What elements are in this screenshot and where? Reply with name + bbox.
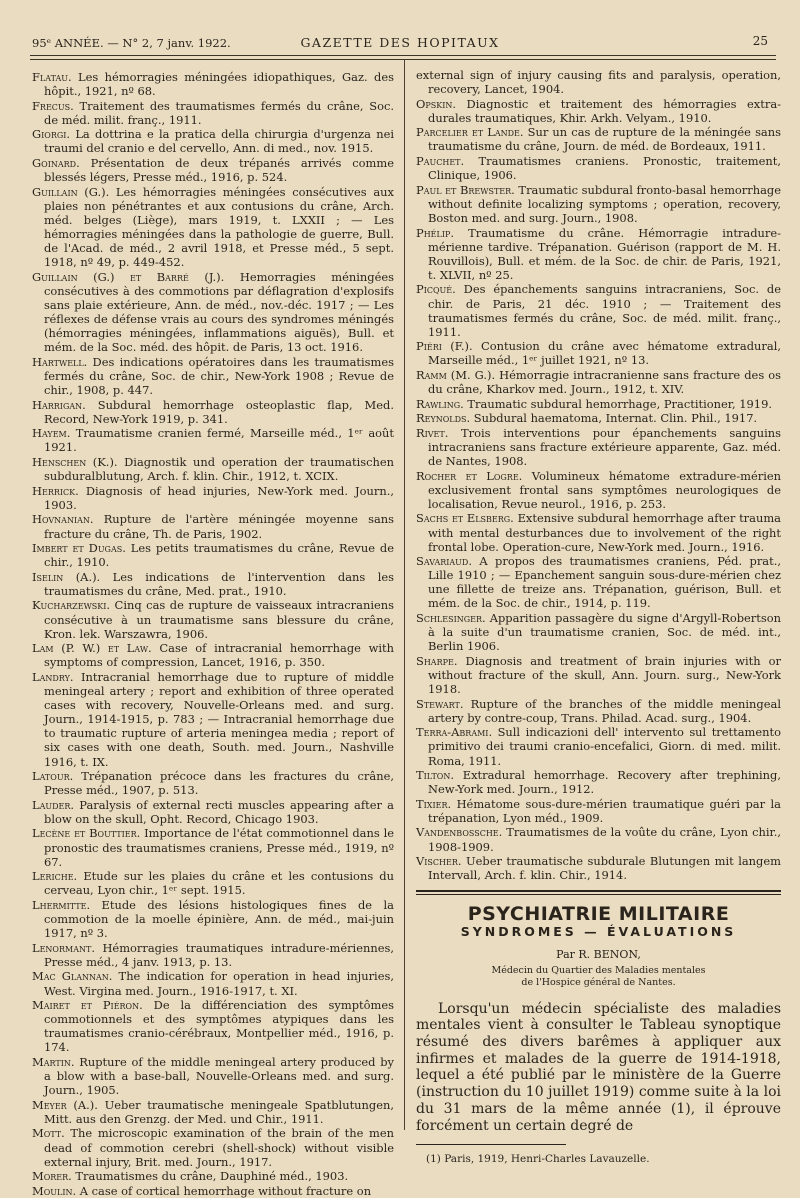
reference-text: Traumatismes craniens. Pronostic, traitement, Clinique, 1906. [428,154,781,183]
reference-entry [32,941,394,969]
right-column [416,68,781,1166]
reference-entry [32,1126,394,1168]
reference-author: Vandenbossche. [416,825,503,840]
column-divider [404,60,405,1130]
reference-author: Herrick. [32,483,79,498]
reference-text: Traitement des traumatismes fermés du crâne, Soc. de méd. milit. franç., 1911. [44,98,394,127]
reference-text: Hemorragies méningées consécutives à des commotions par déflagration d'explosifs sans plaie extérieure, Ann. de méd., nov.-déc. 1917 ; — Les réflexes de défense vrais au cours des syndromes méningés (hémorragies méningées, inflammations aiguës), Bull. et mém. de la Soc. méd. des hôpit. de Paris, 13 oct. 1916. [44,269,394,355]
reference-text: Hémorragies traumatiques intradure-mériennes, Presse méd., 4 janv. 1913, p. 13. [44,940,394,969]
reference-entry [32,826,394,868]
reference-entry [416,97,781,125]
reference-entry [32,998,394,1054]
reference-text: Subdural haematoma, Internat. Clin. Phil., 1917. [470,411,758,426]
reference-author: Stewart. [416,696,464,711]
reference-author: Schlesinger. [416,611,486,626]
article-byline: Par R. BENON, [556,947,641,961]
reference-entry [416,411,781,425]
reference-text: Diagnosis of head injuries, New-York med. Journ., 1903. [44,483,394,512]
reference-text: Case of intracranial hemorrhage with symptoms of compression, Lancet, 1916, p. 350. [44,641,395,670]
reference-text: Trois interventions pour épanchements sanguins intracraniens sans fracture extérieure apparente, Gaz. méd. de Nantes, 1908. [428,425,781,469]
reference-text: Rupture of the branches of the middle meningeal artery by contre-coup, Trans. Philad. Acad. surg., 1904. [428,696,781,725]
reference-author: Leriche. [32,869,78,884]
reference-author: Ramm (M. G.). [416,367,496,382]
reference-author: Harrigan. [32,397,86,412]
reference-author: Rivet. [416,425,449,440]
reference-author: Guillain (G.) et Barré (J.). [32,269,225,284]
reference-entry [32,898,394,940]
newspaper-title: GAZETTE DES HOPITAUX [300,35,500,50]
reference-author: Opskin. [416,96,457,111]
header-rule [30,55,776,56]
reference-entry [32,969,394,997]
reference-text: Sur un cas de rupture de la méningée sans traumatisme du crâne, Journ. de méd. de Bordeaux, 1911. [428,125,781,154]
reference-entry [32,1169,394,1183]
reference-entry [416,825,781,853]
reference-entry [416,611,781,653]
reference-text: Présentation de deux trépanés arrivés comme blessés légers, Presse méd., 1916, p. 524. [44,156,394,185]
reference-entry [32,541,394,569]
reference-text: Traumatisme du crâne. Hémorragie intradure-mérienne tardive. Trépanation. Guérison (rapport de M. H. Rouvillois), Bull. et mém. de la Soc. de chir. de Paris, 1921, t. XLVII, nº 25. [428,225,781,282]
reference-text: Extensive subdural hemorrhage after trauma with mental desturbances due to involvement of the right frontal lobe. Operation-cure, New-York med. Journ., 1916. [428,511,781,554]
reference-entry [32,355,394,397]
reference-text: Hématome sous-dure-mérien traumatique guéri par la trépanation, Lyon méd., 1909. [428,796,781,825]
reference-text: Les hémorragies méningées consécutives aux plaies non pénétrantes et aux contusions du crâne, Arch. méd. belges (Liège), mars 1919, t. LXXII ; — Les hémorragies méningées dans la pathologie de guerre, Bull. de l'Acad. de méd., 2 avril 1918, et Presse méd., 5 sept. 1918, nº 49, p. 449-452. [44,184,394,270]
reference-entry [32,1055,394,1097]
reference-entry [32,641,394,669]
reference-text: Etude des lésions histologiques fines de la commotion de la moelle épinière, Ann. de méd., mai-juin 1917, nº 3. [44,897,394,941]
reference-entry [416,554,781,610]
reference-author: Reynolds. [416,411,471,426]
reference-author: Imbert et Dugas. [32,541,126,556]
reference-text: Cinq cas de rupture de vaisseaux intracraniens consécutive à un traumatisme sans blessure du crâne, Kron. lek. Warszawra, 1906. [44,598,394,641]
reference-text: Intracranial hemorrhage due to rupture of middle meningeal artery ; report and exhibition of three operated cases with recovery, Nouvelle-Orleans med. and surg. Journ., 1914-1915, p. 783 ; — Intracranial hemorrhage due to traumatic rupture of arteria meningea media ; report of six cases with one death, South. med. Journ., Nashville 1916, t. IX. [44,669,394,769]
article-affiliation [416,965,781,989]
reference-entry [32,185,394,270]
reference-entry [32,769,394,797]
reference-text: Ueber traumatische meningeale Spatblutungen, Mitt. aus den Grenzg. der Med. und Chir., 1911. [44,1097,394,1126]
article-section [416,890,781,1166]
reference-author: Phélip. [416,225,455,240]
reference-author: Martin. [32,1054,75,1069]
reference-author: Hartwell. [32,354,88,369]
reference-text: Des indications opératoires dans les traumatismes fermés du crâne, Soc. de chir., New-York 1908 ; Revue de chir., 1908, p. 447. [44,354,394,398]
article-subtitle: SYNDROMES — ÉVALUATIONS [460,924,737,940]
reference-author: Goinard. [32,156,80,171]
reference-text: Trépanation précoce dans les fractures du crâne, Presse méd., 1907, p. 513. [44,769,394,798]
reference-author: Meyer (A.). [32,1097,98,1112]
reference-author: Savariaud. [416,554,472,569]
reference-entry [32,455,394,483]
reference-text: The microscopic examination of the brain of the men dead of commotion cerebri (shell-shock) without visible external injury, Brit. med. Journ., 1917. [44,1126,394,1169]
article-title: PSYCHIATRIE MILITAIRE [467,903,730,926]
reference-entry [416,654,781,696]
reference-entry [416,282,781,338]
reference-entry [32,99,394,127]
reference-author: Tilton. [416,768,454,783]
reference-text: Rupture de l'artère méningée moyenne sans fracture du crâne, Th. de Paris, 1902. [44,512,394,541]
reference-author: Mairet et Piéron. [32,998,143,1013]
reference-author: Sachs et Elsberg. [416,511,514,526]
reference-text: The indication for operation in head injuries, West. Virgina med. Journ., 1916-1917, t. XI. [44,969,394,998]
reference-entry [32,869,394,897]
reference-entry [416,797,781,825]
page-number: 25 [752,34,768,48]
reference-text: Les hémorragies méningées idiopathiques, Gaz. des hôpit., 1921, nº 68. [44,70,394,99]
reference-text: Diagnosis and treatment of brain injuries with or without fracture of the skull, Ann. Journ. surg., New-York 1918. [428,653,781,697]
reference-author: Mac Glannan. [32,969,113,984]
reference-text: Etude sur les plaies du crâne et les contusions du cerveau, Lyon chir., 1ᵉʳ sept. 1915. [44,869,394,898]
reference-author: Picqué. [416,282,456,297]
reference-author: Parcelier et Lande. [416,125,524,140]
reference-entry [416,226,781,282]
reference-entry [416,68,781,96]
reference-entry [416,125,781,153]
reference-text: Contusion du crâne avec hématome extradural, Marseille méd., 1ᵉʳ juillet 1921, nº 13. [428,339,781,368]
reference-text: Ueber traumatische subdurale Blutungen mit langem Intervall, Arch. f. klin. Chir., 1914. [428,854,781,883]
reference-author: Latour. [32,769,74,784]
reference-entry [416,368,781,396]
reference-entry [32,156,394,184]
reference-text: Paralysis of external recti muscles appearing after a blow on the skull, Opht. Record, Chicago 1903. [44,797,394,826]
reference-author: Hovnanian. [32,512,94,527]
reference-entry [32,127,394,155]
reference-entry [32,270,394,355]
reference-entry [416,697,781,725]
reference-entry [416,397,781,411]
reference-text: Traumatic subdural hemorrhage, Practitioner, 1919. [463,396,772,411]
reference-entry [32,798,394,826]
affiliation-line-1: Médecin du Quartier des Maladies mentales [491,964,706,976]
reference-author: Mott. [32,1126,65,1141]
reference-entry [32,598,394,640]
reference-text: Apparition passagère du signe d'Argyll-Robertson à la suite d'un traumatisme cranien, Soc. de méd. int., Berlin 1906. [428,611,781,654]
reference-author: Lhermitte. [32,897,91,912]
reference-author: Kucharzewski. [32,598,111,613]
reference-author: Morer. [32,1169,72,1184]
reference-author: Lecène et Bouttier. [32,826,141,841]
reference-text: Les indications de l'intervention dans les traumatismes du crâne, Med. prat., 1910. [44,569,394,598]
reference-entry [32,1184,394,1198]
reference-entry [32,426,394,454]
reference-author: Lam (P. W.) et Law. [32,641,152,656]
reference-entry [32,570,394,598]
reference-author: Landry. [32,669,74,684]
reference-entry [32,512,394,540]
article-body: Lorsqu'un médecin spécialiste des maladies mentales vient à consulter le Tableau synoptique résumé des divers barêmes à appliquer aux infirmes et malades de la guerre de 1914-1918, lequel a été publié par le ministère de la Guerre (instruction du 10 juillet 1919) comme suite à la loi du 31 mars de la même année (1), il éprouve forcément un certain degré de [416,1000,781,1134]
reference-entry [416,339,781,367]
reference-text: Diagnostik und operation der traumatischen subduralblutung, Arch. f. klin. Chir., 1912, t. XCIX. [44,455,394,484]
reference-entry [32,670,394,769]
reference-author: Giorgi. [32,127,71,142]
reference-text: Traumatismes du crâne, Dauphiné méd., 1903. [71,1169,349,1184]
reference-text: Subdural hemorrhage osteoplastic flap, Med. Record, New-York 1919, p. 341. [44,397,394,426]
reference-author: Lenormant. [32,940,95,955]
reference-author: Rocher et Logre. [416,468,523,483]
reference-author: Vischer. [416,854,462,869]
affiliation-line-2: de l'Hospice général de Nantes. [521,976,676,988]
reference-text: Diagnostic et traitement des hémorragies extra-durales traumatiques, Khir. Arkh. Velyam., 1910. [428,96,781,125]
reference-author: Guillain (G.). [32,184,110,199]
reference-entry [416,725,781,767]
reference-author: Henschen (K.). [32,455,118,470]
left-column-references [32,70,394,1198]
footnote: (1) Paris, 1919, Henri-Charles Lavauzelle. [426,1153,650,1166]
reference-author: Moulin. [32,1183,77,1198]
issue-info: 95ᵉ ANNÉE. — N° 2, 7 janv. 1922. [32,36,231,50]
reference-text: Extradural hemorrhage. Recovery after trephining, New-York med. Journ., 1912. [428,768,781,797]
reference-author: Flatau. [32,70,72,84]
reference-text: De la différenciation des symptômes commotionnels et des symptômes atypiques dans les traumatismes cranio-cérébraux, Montpellier méd., 1916, p. 174. [44,998,394,1055]
reference-text: A case of cortical hemorrhage without fracture on [76,1183,372,1198]
reference-entry [32,398,394,426]
reference-author: Sharpe. [416,653,458,668]
reference-author: Frecus. [32,98,74,113]
reference-entry [32,70,394,98]
reference-text: Traumatisme cranien fermé, Marseille méd., 1ᵉʳ août 1921. [44,426,394,455]
page-header [32,28,768,52]
article-top-rule [416,894,781,895]
reference-author: Tixier. [416,796,452,811]
reference-author: Paul et Brewster. [416,182,515,197]
reference-author: Iselin (A.). [32,569,101,584]
reference-text: La dottrina e la pratica della chirurgia d'urgenza nei traumi del cranio e del cervello, Ann. di med., nov. 1915. [44,127,394,156]
reference-author: Pauchet. [416,154,465,169]
reference-entry [416,183,781,225]
reference-entry [32,1098,394,1126]
reference-entry [416,426,781,468]
reference-text: external sign of injury causing fits and paralysis, operation, recovery, Lancet, 1904. [416,68,781,97]
reference-entry [416,469,781,511]
reference-text: Traumatic subdural fronto-basal hemorrhage without definite localizing symptoms ; operation, recovery, Boston med. and surg. Journ., 1908. [428,182,782,225]
reference-text: A propos des traumatismes craniens, Péd. prat., Lille 1910 ; — Epanchement sanguin sous-dure-mérien chez une fillette de treize ans. Trépanation, guérison, Bull. et mém. de la Soc. de chir., 1914, p. 119. [428,554,781,611]
reference-entry [416,768,781,796]
reference-text: Traumatismes de la voûte du crâne, Lyon chir., 1908-1909. [428,825,781,854]
reference-text: Sull indicazioni dell' intervento sul trettamento primitivo dei traumi cranio-encefalici, Giorn. di med. milit. Roma, 1911. [428,725,781,768]
header-rule-secondary [30,59,776,60]
reference-text: Hémorragie intracranienne sans fracture des os du crâne, Kharkov med. Journ., 1912, t. XIV. [428,367,781,397]
reference-entry [416,854,781,882]
reference-entry [416,511,781,553]
reference-entry [416,154,781,182]
reference-author: Hayem. [32,426,71,441]
reference-text: Volumineux hématome extradure-mérien exclusivement frontal sans symptômes neurologiques de localisation, Revue neurol., 1916, p. 253. [428,468,781,511]
reference-author: Lauder. [32,797,75,812]
reference-author: Piéri (F.). [416,339,473,354]
reference-text: Des épanchements sanguins intracraniens, Soc. de chir. de Paris, 21 déc. 1910 ; — Traitement des traumatismes fermés du crâne, Soc. de méd. milit. franç., 1911. [428,282,781,339]
footnote-rule [416,1144,566,1145]
reference-text: Rupture of the middle meningeal artery produced by a blow with a base-ball, Nouvelle-Orleans med. and surg. Journ., 1905. [44,1054,394,1098]
reference-text: Importance de l'état commotionnel dans le pronostic des traumatismes craniens, Presse méd., 1919, nº 67. [44,826,395,869]
reference-entry [32,484,394,512]
reference-author: Terra-Abrami. [416,725,493,740]
right-column-references [416,68,781,882]
reference-text: Les petits traumatismes du crâne, Revue de chir., 1910. [44,541,394,570]
reference-author: Rawling. [416,396,464,411]
